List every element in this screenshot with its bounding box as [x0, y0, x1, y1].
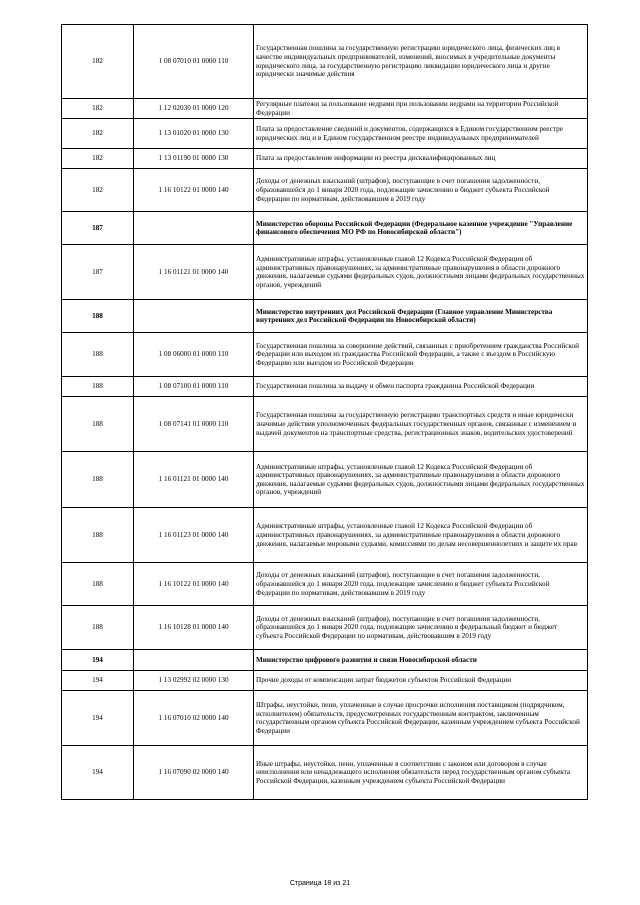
table-row: [62, 99, 588, 119]
admin-code-cell: 194: [62, 746, 134, 800]
table-row: [62, 245, 588, 300]
revenue-name-cell: Министерство внутренних дел Российской Федерации (Главное управление Министерства внутренних дел Российской Федерации по Новосибирской области): [254, 300, 588, 333]
revenue-name-cell: Административные штрафы, установленные главой 12 Кодекса Российской Федерации об административных правонарушениях, за административные правонарушения в области дорожного движения, налагаемые мировыми судьями, комиссиями по делам несовершеннолетних и защите их прав: [254, 508, 588, 563]
table-row: [62, 333, 588, 377]
revenue-name-cell: Государственная пошлина за совершение действий, связанных с приобретением гражданства Российской Федерации или выходом из гражданства Российской Федерации, а также с въездом в Российскую Федерацию или выездом из Российской Федерации: [254, 333, 588, 377]
admin-code-cell: 194: [62, 650, 134, 671]
table-row: [62, 377, 588, 397]
table-row: [62, 563, 588, 606]
revenue-name-cell: Плата за предоставление информации из реестра дисквалифицированных лиц: [254, 149, 588, 169]
admin-code-cell: 187: [62, 212, 134, 245]
revenue-name-cell: Штрафы, неустойки, пени, уплаченные в случае просрочки исполнения поставщиком (подрядчиком, исполнителем) обязательств, предусмотренных государственным контрактом, заключенным государственным органом субъекта Российской Федерации, казенным учреждением субъекта Российской Федерации: [254, 691, 588, 746]
kbk-code-cell: 1 12 02030 01 0000 120: [134, 99, 254, 119]
table-row: [62, 212, 588, 245]
kbk-code-cell: 1 16 01123 01 0000 140: [134, 508, 254, 563]
admin-code-cell: 194: [62, 691, 134, 746]
admin-code-cell: 188: [62, 300, 134, 333]
revenue-name-cell: Регулярные платежи за пользование недрами при пользовании недрами на территории Российской Федерации: [254, 99, 588, 119]
admin-code-cell: 188: [62, 452, 134, 508]
admin-code-cell: 182: [62, 169, 134, 212]
admin-code-cell: 188: [62, 563, 134, 606]
admin-code-cell: 188: [62, 508, 134, 563]
revenue-name-cell: Государственная пошлина за выдачу и обмен паспорта гражданина Российской Федерации: [254, 377, 588, 397]
revenue-name-cell: Министерство обороны Российской Федерации (Федеральное казенное учреждение "Управление финансового обеспечения МО РФ по Новосибирской области"): [254, 212, 588, 245]
admin-code-cell: 182: [62, 119, 134, 149]
kbk-code-cell: 1 16 01121 01 0000 140: [134, 245, 254, 300]
revenue-name-cell: Государственная пошлина за государственную регистрацию транспортных средств и иные юридически значимые действия уполномоченных федеральных государственных органов, связанные с изменением и выдачей документов на транспортные средства, регистрационных знаков, водительских удостоверений: [254, 397, 588, 452]
kbk-code-cell: 1 13 02992 02 0000 130: [134, 671, 254, 691]
admin-code-cell: 194: [62, 671, 134, 691]
admin-code-cell: 188: [62, 377, 134, 397]
page-footer: Страница 18 из 21: [289, 880, 351, 887]
kbk-code-cell: 1 13 01190 01 0000 130: [134, 149, 254, 169]
admin-code-cell: 187: [62, 245, 134, 300]
admin-code-cell: 188: [62, 397, 134, 452]
table-row: [62, 650, 588, 671]
kbk-code-cell: [134, 300, 254, 333]
revenue-name-cell: Административные штрафы, установленные главой 12 Кодекса Российской Федерации об административных правонарушениях, за административные правонарушения в области дорожного движения, налагаемые судьями федеральных судов, должностными лицами федеральных государственных органов, учреждений: [254, 245, 588, 300]
admin-code-cell: 182: [62, 149, 134, 169]
table-row: [62, 25, 588, 99]
kbk-code-cell: 1 16 07090 02 0000 140: [134, 746, 254, 800]
table-row: [62, 149, 588, 169]
kbk-code-cell: [134, 212, 254, 245]
revenue-codes-table: [61, 24, 588, 800]
table-row: [62, 508, 588, 563]
revenue-name-cell: Плата за предоставление сведений и документов, содержащихся в Едином государственном реестре юридических лиц и в Едином государственном реестре индивидуальных предпринимателей: [254, 119, 588, 149]
table-row: [62, 452, 588, 508]
admin-code-cell: 188: [62, 606, 134, 650]
revenue-name-cell: Доходы от денежных взысканий (штрафов), поступающие в счет погашения задолженности, образовавшейся до 1 января 2020 года, подлежащие зачислению в бюджет субъекта Российской Федерации по нормативам, действовавшим в 2019 году: [254, 563, 588, 606]
kbk-code-cell: 1 08 07141 01 0000 110: [134, 397, 254, 452]
kbk-code-cell: 1 13 01020 01 0000 130: [134, 119, 254, 149]
revenue-name-cell: Иные штрафы, неустойки, пени, уплаченные в соответствии с законом или договором в случае неисполнения или ненадлежащего исполнения обязательств перед государственным органом субъекта Российской Федерации, казенным учреждением субъекта Российской Федерации: [254, 746, 588, 800]
revenue-name-cell: Прочие доходы от компенсации затрат бюджетов субъектов Российской Федерации: [254, 671, 588, 691]
kbk-code-cell: 1 08 06000 01 0000 110: [134, 333, 254, 377]
table-row: [62, 397, 588, 452]
table-row: [62, 119, 588, 149]
revenue-name-cell: Административные штрафы, установленные главой 12 Кодекса Российской Федерации об административных правонарушениях, за административные правонарушения в области дорожного движения, налагаемые судьями федеральных судов, должностными лицами федеральных государственных органов, учреждений: [254, 452, 588, 508]
kbk-code-cell: 1 16 10128 01 0000 140: [134, 606, 254, 650]
revenue-name-cell: Государственная пошлина за государственную регистрацию юридического лица, физических лиц в качестве индивидуальных предпринимателей, изменений, вносимых в учредительные документы юридического лица, за государственную регистрацию ликвидации юридического лица и другие юридически значимые действия: [254, 25, 588, 99]
admin-code-cell: 188: [62, 333, 134, 377]
revenue-name-cell: Доходы от денежных взысканий (штрафов), поступающие в счет погашения задолженности, образовавшейся до 1 января 2020 года, подлежащие зачислению в бюджет субъекта Российской Федерации по нормативам, действовавшим в 2019 году: [254, 169, 588, 212]
kbk-code-cell: 1 16 10122 01 0000 140: [134, 563, 254, 606]
table-row: [62, 746, 588, 800]
table-row: [62, 671, 588, 691]
table-body: [62, 25, 588, 800]
kbk-code-cell: 1 08 07010 01 0000 110: [134, 25, 254, 99]
kbk-code-cell: [134, 650, 254, 671]
admin-code-cell: 182: [62, 25, 134, 99]
kbk-code-cell: 1 16 10122 01 0000 140: [134, 169, 254, 212]
table-row: [62, 169, 588, 212]
table-row: [62, 691, 588, 746]
admin-code-cell: 182: [62, 99, 134, 119]
kbk-code-cell: 1 16 07010 02 0000 140: [134, 691, 254, 746]
revenue-name-cell: Доходы от денежных взысканий (штрафов), поступающие в счет погашения задолженности, образовавшейся до 1 января 2020 года, подлежащие зачислению в федеральный бюджет и бюджет субъекта Российской Федерации по нормативам, действовавшим в 2019 году: [254, 606, 588, 650]
kbk-code-cell: 1 16 01121 01 0000 140: [134, 452, 254, 508]
kbk-code-cell: 1 08 07100 01 0000 110: [134, 377, 254, 397]
table-row: [62, 606, 588, 650]
table-row: [62, 300, 588, 333]
revenue-name-cell: Министерство цифрового развития и связи Новосибирской области: [254, 650, 588, 671]
